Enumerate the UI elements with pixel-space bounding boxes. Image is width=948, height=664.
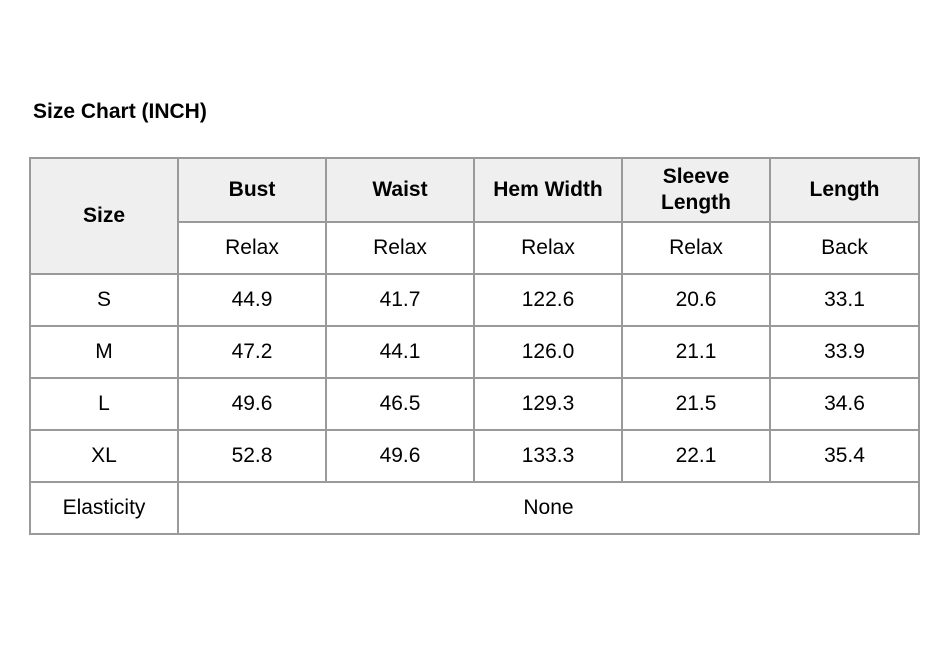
subheader-bust: Relax: [178, 222, 326, 274]
sleeve-length-cell: 21.5: [622, 378, 770, 430]
waist-cell: 44.1: [326, 326, 474, 378]
table-row: [30, 274, 919, 326]
sleeve-length-cell: 20.6: [622, 274, 770, 326]
hem-width-cell: 122.6: [474, 274, 622, 326]
length-cell: 33.9: [770, 326, 919, 378]
table-row: [30, 378, 919, 430]
hem-width-cell: 126.0: [474, 326, 622, 378]
elasticity-value: None: [178, 482, 919, 534]
size-chart-table: [29, 157, 920, 535]
header-sleeve-length-line1: Sleeve: [662, 165, 730, 188]
elasticity-row: [30, 482, 919, 534]
length-cell: 35.4: [770, 430, 919, 482]
header-length: Length: [770, 158, 919, 222]
size-cell: L: [30, 378, 178, 430]
size-cell: S: [30, 274, 178, 326]
size-cell: XL: [30, 430, 178, 482]
bust-cell: 49.6: [178, 378, 326, 430]
hem-width-cell: 133.3: [474, 430, 622, 482]
bust-cell: 52.8: [178, 430, 326, 482]
subheader-hem-width: Relax: [474, 222, 622, 274]
bust-cell: 44.9: [178, 274, 326, 326]
subheader-sleeve-length: Relax: [622, 222, 770, 274]
sleeve-length-cell: 22.1: [622, 430, 770, 482]
header-bust: Bust: [178, 158, 326, 222]
header-size: Size: [30, 158, 178, 274]
length-cell: 34.6: [770, 378, 919, 430]
length-cell: 33.1: [770, 274, 919, 326]
sleeve-length-cell: 21.1: [622, 326, 770, 378]
hem-width-cell: 129.3: [474, 378, 622, 430]
page-title: Size Chart (INCH): [33, 100, 207, 123]
waist-cell: 41.7: [326, 274, 474, 326]
elasticity-label: Elasticity: [30, 482, 178, 534]
table-row: [30, 430, 919, 482]
header-hem-width: Hem Width: [474, 158, 622, 222]
header-sleeve-length-line2: Length: [661, 191, 731, 214]
header-sleeve-length: [622, 158, 770, 222]
table-row: [30, 326, 919, 378]
subheader-length: Back: [770, 222, 919, 274]
waist-cell: 49.6: [326, 430, 474, 482]
header-waist: Waist: [326, 158, 474, 222]
size-cell: M: [30, 326, 178, 378]
waist-cell: 46.5: [326, 378, 474, 430]
header-row: [30, 158, 919, 222]
bust-cell: 47.2: [178, 326, 326, 378]
subheader-waist: Relax: [326, 222, 474, 274]
